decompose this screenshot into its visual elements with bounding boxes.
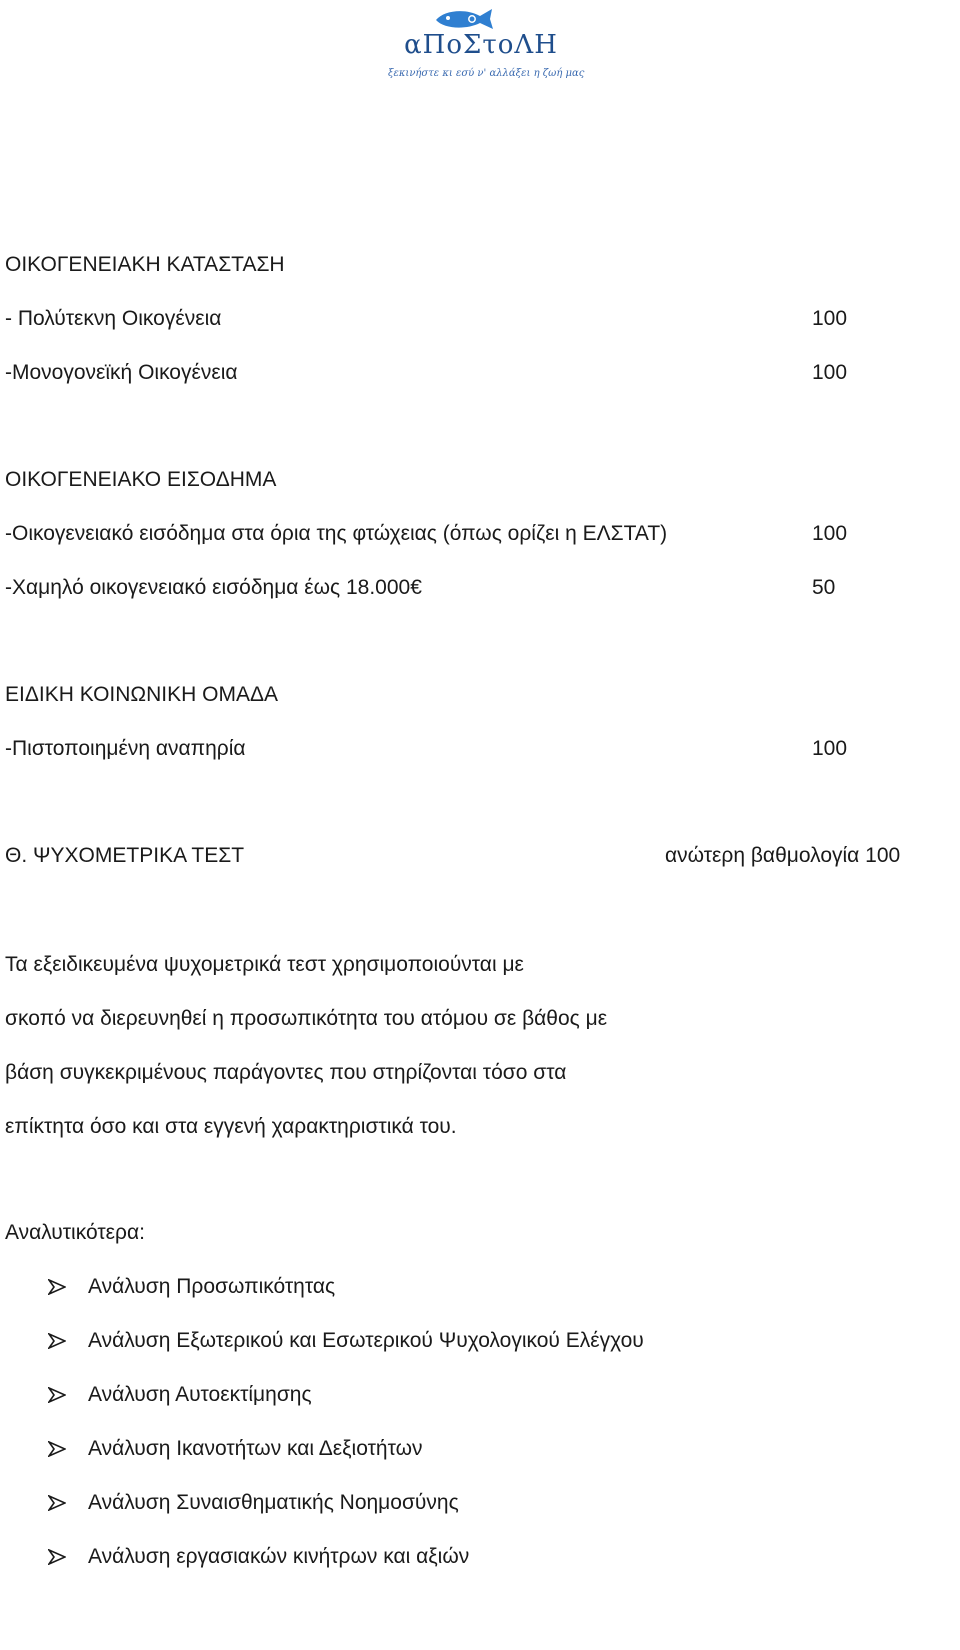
family-income-item-low-income: -Χαμηλό οικογενειακό εισόδημα έως 18.000€: [5, 576, 422, 599]
psychometric-paragraph-line-2: σκοπό να διερευνηθεί η προσωπικότητα του ατόμου σε βάθος με: [5, 1007, 608, 1030]
family-status-score-single-parent: 100: [812, 361, 848, 384]
arrow-bullet-icon: [48, 1382, 72, 1408]
arrow-bullet-icon: [48, 1436, 72, 1462]
psychometric-details-label: Αναλυτικότερα:: [5, 1221, 145, 1244]
psychometric-paragraph-line-1: Τα εξειδικευμένα ψυχομετρικά τεστ χρησιμοποιούνται με: [5, 953, 524, 976]
bullet-item-emotional-intelligence: Ανάλυση Συναισθηματικής Νοημοσύνης: [88, 1491, 459, 1514]
bullet-item-control: Ανάλυση Εξωτερικού και Εσωτερικού Ψυχολογικού Ελέγχου: [88, 1329, 644, 1352]
psychometric-paragraph-line-3: βάση συγκεκριμένους παράγοντες που στηρίζονται τόσο στα: [5, 1061, 567, 1084]
bullet-item-skills: Ανάλυση Ικανοτήτων και Δεξιοτήτων: [88, 1437, 423, 1460]
arrow-bullet-icon: [48, 1274, 72, 1300]
psychometric-max-score: ανώτερη βαθμολογία 100: [665, 844, 901, 867]
family-status-heading: ΟΙΚΟΓΕΝΕΙΑΚΗ ΚΑΤΑΣΤΑΣΗ: [5, 253, 285, 276]
logo-wordmark: αΠοΣτοΛΗ: [404, 30, 558, 60]
family-income-score-low-income: 50: [812, 576, 836, 599]
social-group-heading: ΕΙΔΙΚΗ ΚΟΙΝΩΝΙΚΗ ΟΜΑΔΑ: [5, 683, 278, 706]
arrow-bullet-icon: [48, 1328, 72, 1354]
family-status-score-large-family: 100: [812, 307, 848, 330]
arrow-bullet-icon: [48, 1544, 72, 1570]
apostoli-logo: [388, 0, 585, 90]
family-income-heading: ΟΙΚΟΓΕΝΕΙΑΚΟ ΕΙΣΟΔΗΜΑ: [5, 468, 277, 491]
psychometric-heading: Θ. ΨΥΧΟΜΕΤΡΙΚΑ ΤΕΣΤ: [5, 844, 245, 867]
bullet-item-self-esteem: Ανάλυση Αυτοεκτίμησης: [88, 1383, 312, 1406]
family-status-item-large-family: - Πολύτεκνη Οικογένεια: [5, 307, 222, 330]
logo-tagline: ξεκινήστε κι εσύ ν' αλλάξει η ζωή μας: [388, 68, 585, 79]
family-income-score-poverty: 100: [812, 522, 848, 545]
family-income-item-poverty: -Οικογενειακό εισόδημα στα όρια της φτώχειας (όπως ορίζει η ΕΛΣΤΑΤ): [5, 522, 668, 545]
arrow-bullet-icon: [48, 1490, 72, 1516]
bullet-item-personality: Ανάλυση Προσωπικότητας: [88, 1275, 336, 1298]
family-status-item-single-parent: -Μονογονεϊκή Οικογένεια: [5, 361, 238, 384]
psychometric-paragraph-line-4: επίκτητα όσο και στα εγγενή χαρακτηριστικά του.: [5, 1115, 457, 1138]
social-group-score-disability: 100: [812, 737, 848, 760]
social-group-item-disability: -Πιστοποιημένη αναπηρία: [5, 737, 246, 760]
bullet-item-work-motivation: Ανάλυση εργασιακών κινήτρων και αξιών: [88, 1545, 470, 1568]
